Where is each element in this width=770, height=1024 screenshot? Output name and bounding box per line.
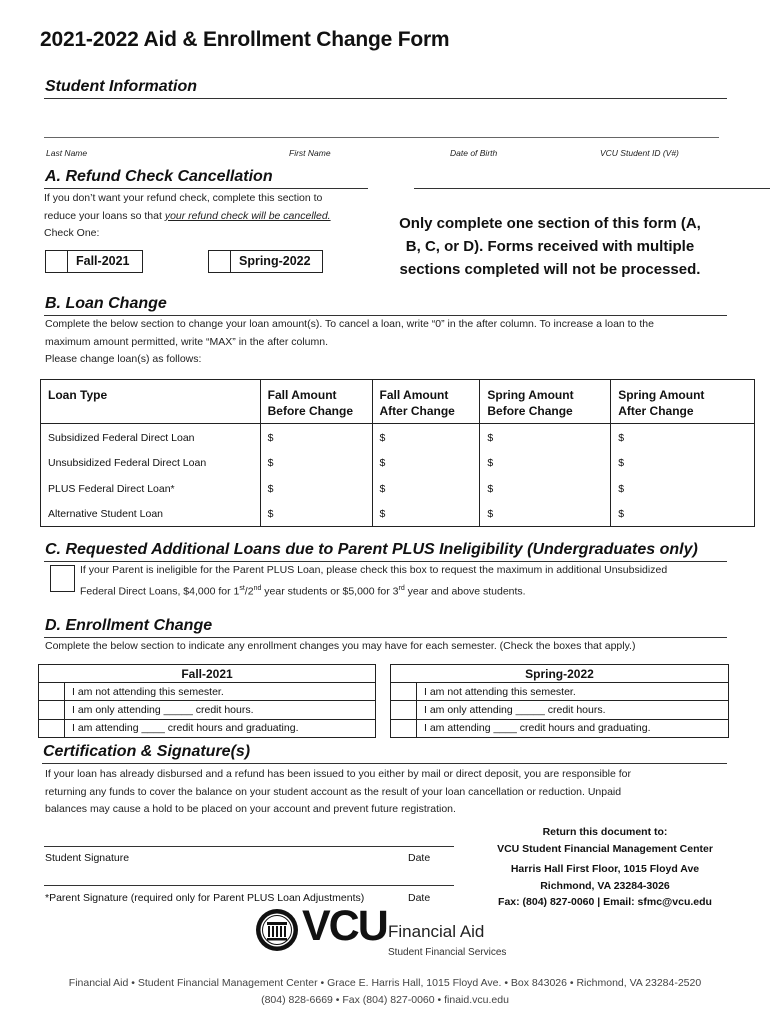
student-signature-line[interactable]: [44, 846, 454, 847]
loan-type-cell: PLUS Federal Direct Loan*: [41, 475, 261, 501]
logo-student-financial-services: Student Financial Services: [388, 947, 507, 958]
fall-header: Fall-2021: [39, 665, 376, 683]
last-name-label: Last Name: [46, 148, 88, 158]
parent-signature-line[interactable]: [44, 885, 454, 886]
list-item: [39, 683, 376, 701]
return-heading: Return this document to:: [542, 826, 668, 838]
col-loan-type: Loan Type: [41, 380, 261, 424]
list-item: [391, 701, 729, 719]
loan-type-cell: Subsidized Federal Direct Loan: [41, 424, 261, 450]
spring-after-cell[interactable]: $: [611, 424, 755, 450]
spring-2022-label: Spring-2022: [231, 250, 323, 273]
spring-not-attending-label: I am not attending this semester.: [417, 683, 729, 701]
notice-line1: Only complete one section of this form (A,: [399, 215, 701, 232]
table-row: [41, 424, 755, 450]
student-id-label: VCU Student ID (V#): [600, 148, 679, 158]
fall-graduating-checkbox[interactable]: [39, 719, 65, 737]
vcu-seal-icon: [255, 908, 299, 952]
certification-rule: [42, 763, 727, 764]
fall-2021-checkbox[interactable]: [45, 250, 68, 273]
student-info-name-line[interactable]: [44, 137, 719, 138]
col-fall-before: Fall Amount Before Change: [260, 380, 372, 424]
list-item: [391, 683, 729, 701]
student-signature-label: Student Signature: [45, 852, 130, 864]
dob-label: Date of Birth: [450, 148, 498, 158]
section-a-line1: If you don’t want your refund check, complete this section to: [44, 192, 323, 204]
section-a-check-one: Check One:: [44, 227, 100, 239]
loan-change-table: [40, 379, 755, 527]
spring-graduating-checkbox[interactable]: [391, 719, 417, 737]
option-spring-2022[interactable]: [208, 250, 323, 273]
parent-plus-checkbox[interactable]: [50, 565, 75, 592]
single-section-notice: [380, 212, 720, 281]
fall-after-cell[interactable]: $: [372, 424, 480, 450]
col-spring-before: Spring Amount Before Change: [480, 380, 611, 424]
fall-after-cell[interactable]: $: [372, 501, 480, 527]
form-title: 2021-2022 Aid & Enrollment Change Form: [40, 28, 450, 51]
parent-signature-label: *Parent Signature (required only for Parent PLUS Loan Adjustments): [45, 892, 365, 904]
loan-table-header-row: [41, 380, 755, 424]
loan-type-cell: Alternative Student Loan: [41, 501, 261, 527]
notice-line2: B, C, or D). Forms received with multiple: [405, 238, 695, 255]
enrollment-spring-block: [390, 664, 729, 738]
vcu-wordmark: VCU: [302, 902, 387, 950]
section-c-heading: C. Requested Additional Loans due to Parent PLUS Ineligibility (Undergraduates only): [45, 541, 698, 558]
enrollment-fall-table: [38, 664, 376, 738]
return-office: VCU Student Financial Management Center: [497, 842, 713, 855]
fall-before-cell[interactable]: $: [260, 501, 372, 527]
enrollment-fall-block: [38, 664, 376, 738]
section-d-intro: Complete the below section to indicate any enrollment changes you may have for each semester. (Check the boxes that apply.): [45, 640, 636, 652]
col-spring-after: Spring Amount After Change: [611, 380, 755, 424]
section-c-text: [80, 562, 760, 601]
student-info-heading: Student Information: [45, 78, 197, 95]
certification-heading: Certification & Signature(s): [43, 743, 251, 760]
page-footer: [0, 975, 770, 1009]
spring-before-cell[interactable]: $: [480, 424, 611, 450]
spring-before-cell[interactable]: $: [480, 475, 611, 501]
section-b-line1: Complete the below section to change your loan amount(s). To cancel a loan, write “0” in the after column. To increase a loan to the: [45, 318, 654, 330]
first-name-label: First Name: [289, 148, 331, 158]
return-city: Richmond, VA 23284-3026: [540, 879, 670, 892]
option-fall-2021[interactable]: [45, 250, 143, 273]
spring-graduating-label: I am attending ____ credit hours and graduating.: [417, 719, 729, 737]
list-item: [39, 719, 376, 737]
spring-2022-checkbox[interactable]: [208, 250, 231, 273]
section-c-line2: Federal Direct Loans, $4,000 for 1st/2nd year students or $5,000 for 3rd year and above students.: [80, 584, 526, 597]
footer-line2: (804) 828-6669 • Fax (804) 827-0060 • finaid.vcu.edu: [261, 994, 509, 1006]
section-c-line1: If your Parent is ineligible for the Parent PLUS Loan, please check this box to request the maximum in additional Unsubsidized: [80, 564, 668, 576]
spring-after-cell[interactable]: $: [611, 449, 755, 475]
logo-financial-aid: Financial Aid: [388, 922, 485, 941]
student-date-label: Date: [408, 852, 431, 864]
certification-line1: If your loan has already disbursed and a refund has been issued to you either by mail or direct deposit, you are responsible for: [45, 768, 632, 780]
student-info-heading-rule: [44, 98, 727, 99]
section-b-line2: maximum amount permitted, write “MAX” in the after column.: [45, 335, 329, 348]
fall-not-attending-label: I am not attending this semester.: [65, 683, 376, 701]
spring-header: Spring-2022: [391, 665, 729, 683]
return-contact: Fax: (804) 827-0060 | Email: sfmc@vcu.edu: [498, 896, 712, 908]
vcu-logo: [255, 902, 525, 962]
notice-line3: sections completed will not be processed.: [399, 261, 701, 278]
section-a-line2-prefix: reduce your loans so that: [44, 209, 165, 222]
list-item: [39, 701, 376, 719]
fall-2021-label: Fall-2021: [68, 250, 143, 273]
section-b-instructions: [45, 316, 755, 369]
table-row: [41, 449, 755, 475]
loan-type-cell: Unsubsidized Federal Direct Loan: [41, 449, 261, 475]
loan-change-table-wrapper: [40, 379, 755, 527]
spring-after-cell[interactable]: $: [611, 475, 755, 501]
section-a-rule: [44, 188, 368, 189]
fall-before-cell[interactable]: $: [260, 475, 372, 501]
spring-only-attending-label: I am only attending _____ credit hours.: [417, 701, 729, 719]
spring-before-cell[interactable]: $: [480, 449, 611, 475]
certification-line3: balances may cause a hold to be placed on your account and prevent future registration.: [45, 803, 456, 815]
certification-text: [45, 766, 755, 819]
fall-only-attending-checkbox[interactable]: [39, 701, 65, 719]
col-fall-after: Fall Amount After Change: [372, 380, 480, 424]
section-a-line2-underlined: your refund check will be cancelled.: [164, 209, 331, 222]
notice-top-rule: [414, 188, 770, 189]
section-b-heading: B. Loan Change: [45, 295, 167, 312]
spring-after-cell[interactable]: $: [611, 501, 755, 527]
section-d-heading: D. Enrollment Change: [45, 617, 213, 634]
fall-graduating-label: I am attending ____ credit hours and graduating.: [65, 719, 376, 737]
fall-after-cell[interactable]: $: [372, 475, 480, 501]
section-b-line3: Please change loan(s) as follows:: [45, 353, 202, 365]
fall-not-attending-checkbox[interactable]: [39, 683, 65, 701]
return-address-block: [470, 824, 740, 911]
return-street: Harris Hall First Floor, 1015 Floyd Ave: [510, 863, 700, 875]
list-item: [391, 719, 729, 737]
table-row: [41, 501, 755, 527]
certification-line2: returning any funds to cover the balance on your student account as the result of your loan cancellation or reduction. Unpaid: [45, 785, 622, 798]
spring-only-attending-checkbox[interactable]: [391, 701, 417, 719]
enrollment-spring-table: [390, 664, 729, 738]
fall-before-cell[interactable]: $: [260, 424, 372, 450]
table-row: [41, 475, 755, 501]
fall-before-cell[interactable]: $: [260, 449, 372, 475]
spring-before-cell[interactable]: $: [480, 501, 611, 527]
section-a-instructions: [44, 190, 374, 243]
section-a-line2: [44, 208, 374, 226]
parent-date-label: Date: [408, 892, 431, 904]
fall-only-attending-label: I am only attending _____ credit hours.: [65, 701, 376, 719]
spring-not-attending-checkbox[interactable]: [391, 683, 417, 701]
footer-line1: Financial Aid • Student Financial Management Center • Grace E. Harris Hall, 1015 Floyd Ave. • Box 843026 • Richmond, VA 23284-2520: [68, 977, 702, 989]
fall-after-cell[interactable]: $: [372, 449, 480, 475]
section-a-heading: A. Refund Check Cancellation: [45, 168, 273, 185]
